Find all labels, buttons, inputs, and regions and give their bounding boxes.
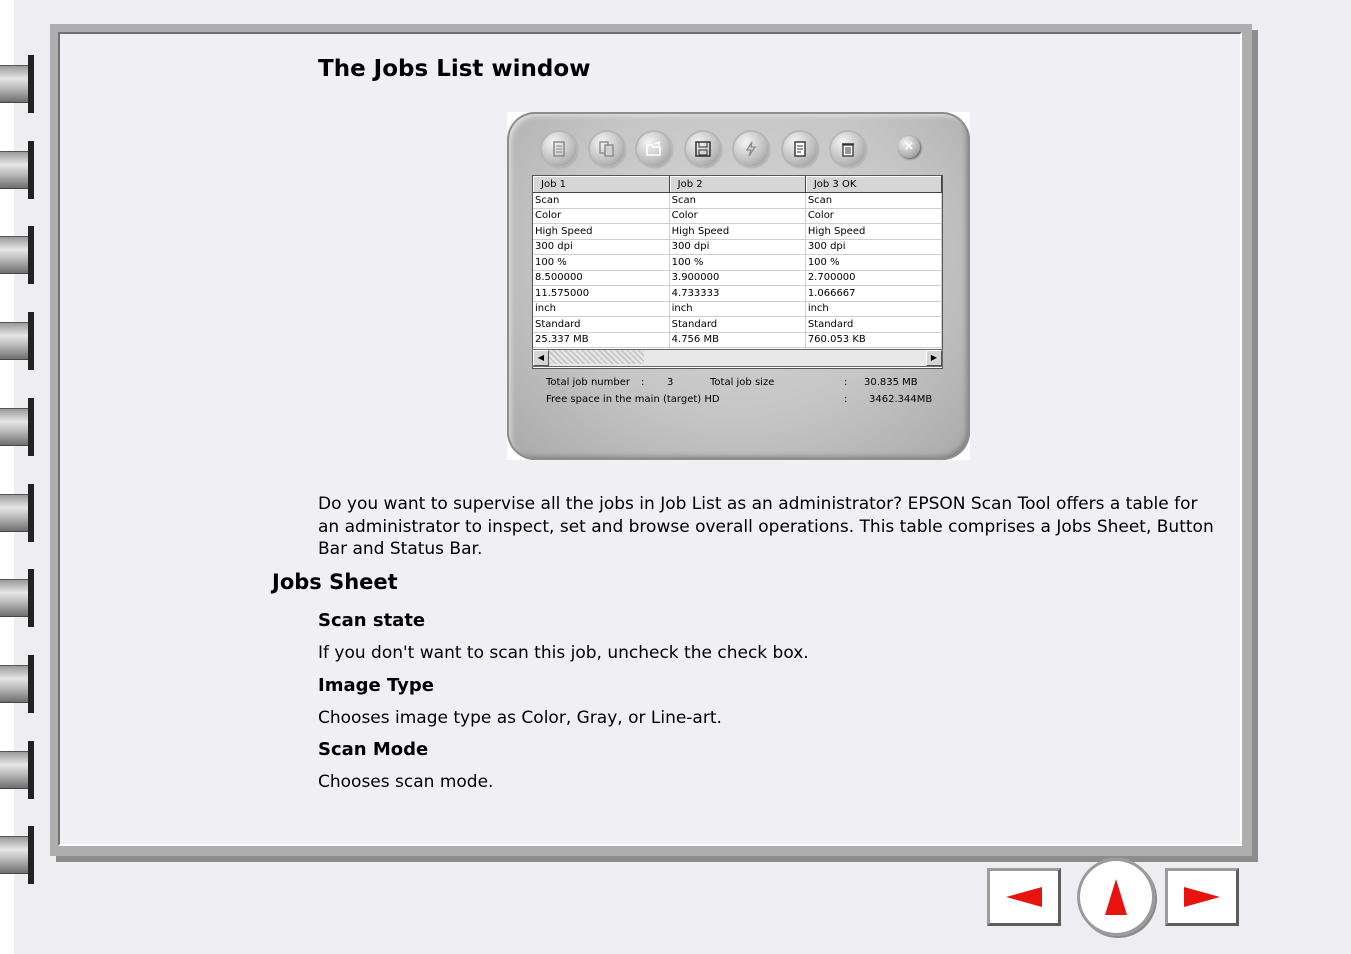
item-text: Chooses image type as Color, Gray, or Line-art. bbox=[318, 708, 722, 728]
total-job-number-value: 3 bbox=[667, 377, 674, 388]
scroll-right-icon[interactable]: ▶ bbox=[926, 350, 942, 366]
item-text: Chooses scan mode. bbox=[318, 772, 494, 792]
total-job-size-label: Total job size bbox=[710, 377, 775, 388]
binder-ring bbox=[0, 398, 34, 456]
table-cell[interactable]: High Speed bbox=[533, 224, 669, 240]
binder-rings bbox=[0, 0, 40, 954]
previous-page-button[interactable] bbox=[987, 868, 1061, 926]
save-icon[interactable] bbox=[686, 132, 720, 166]
status-separator: : bbox=[844, 377, 848, 388]
new-job-icon[interactable] bbox=[542, 132, 576, 166]
properties-icon[interactable] bbox=[783, 132, 817, 166]
table-row[interactable] bbox=[533, 239, 942, 255]
open-icon[interactable] bbox=[637, 132, 671, 166]
binder-ring bbox=[0, 741, 34, 799]
item-text: If you don't want to scan this job, uncheck the check box. bbox=[318, 643, 809, 663]
table-cell[interactable]: High Speed bbox=[805, 224, 941, 240]
intro-paragraph: Do you want to supervise all the jobs in Job List as an administrator? EPSON Scan Tool offers a table for an administrator to inspect, set and browse overall operations. This table comprises a Jobs Sheet, Button Bar and Status Bar. bbox=[318, 494, 1214, 559]
table-row[interactable] bbox=[533, 286, 942, 302]
table-cell[interactable]: 100 % bbox=[669, 255, 805, 271]
table-row[interactable] bbox=[533, 332, 942, 348]
table-cell[interactable]: 4.756 MB bbox=[669, 332, 805, 348]
free-space-label: Free space in the main (target) HD bbox=[546, 394, 720, 405]
table-cell[interactable]: inch bbox=[805, 301, 941, 317]
table-cell[interactable]: 25.337 MB bbox=[533, 332, 669, 348]
table-cell[interactable]: Color bbox=[669, 208, 805, 224]
status-separator: : bbox=[641, 377, 645, 388]
table-cell[interactable]: Scan bbox=[805, 193, 941, 209]
table-row[interactable] bbox=[533, 208, 942, 224]
table-row[interactable] bbox=[533, 317, 942, 333]
section-title: Jobs Sheet bbox=[272, 570, 398, 594]
binder-ring bbox=[0, 226, 34, 284]
page-title: The Jobs List window bbox=[318, 56, 591, 82]
table-row[interactable] bbox=[533, 224, 942, 240]
binder-ring bbox=[0, 312, 34, 370]
jobs-table bbox=[533, 176, 942, 364]
arrow-right-icon bbox=[1182, 886, 1222, 908]
table-cell[interactable]: Standard bbox=[533, 317, 669, 333]
delete-icon[interactable] bbox=[831, 132, 865, 166]
column-header[interactable]: Job 3 OK bbox=[805, 176, 941, 193]
column-header[interactable]: Job 2 bbox=[669, 176, 805, 193]
jobs-window-frame bbox=[507, 112, 970, 460]
table-cell[interactable]: 2.700000 bbox=[805, 270, 941, 286]
close-icon[interactable]: × bbox=[898, 136, 920, 158]
table-cell[interactable]: inch bbox=[669, 301, 805, 317]
table-cell[interactable]: Standard bbox=[805, 317, 941, 333]
free-space-value: 3462.344MB bbox=[869, 394, 933, 405]
table-cell[interactable]: 100 % bbox=[805, 255, 941, 271]
horizontal-scrollbar[interactable] bbox=[532, 349, 943, 367]
column-header[interactable]: Job 1 bbox=[533, 176, 669, 193]
scroll-thumb[interactable] bbox=[549, 350, 644, 364]
binder-ring bbox=[0, 484, 34, 542]
table-row[interactable] bbox=[533, 270, 942, 286]
binder-ring bbox=[0, 826, 34, 884]
table-cell[interactable]: Color bbox=[805, 208, 941, 224]
table-cell[interactable]: Color bbox=[533, 208, 669, 224]
binder-ring bbox=[0, 655, 34, 713]
arrow-left-icon bbox=[1004, 886, 1044, 908]
copy-job-icon[interactable] bbox=[590, 132, 624, 166]
binder-ring bbox=[0, 55, 34, 113]
table-row[interactable] bbox=[533, 301, 942, 317]
total-job-number-label: Total job number bbox=[546, 377, 630, 388]
binder-ring bbox=[0, 569, 34, 627]
jobs-list-window bbox=[507, 112, 970, 460]
table-cell[interactable]: 300 dpi bbox=[805, 239, 941, 255]
table-cell[interactable]: 300 dpi bbox=[533, 239, 669, 255]
item-heading: Image Type bbox=[318, 675, 434, 696]
arrow-up-icon bbox=[1103, 877, 1129, 917]
table-cell[interactable]: 8.500000 bbox=[533, 270, 669, 286]
total-job-size-value: 30.835 MB bbox=[864, 377, 918, 388]
table-cell[interactable]: inch bbox=[533, 301, 669, 317]
table-cell[interactable]: Scan bbox=[669, 193, 805, 209]
table-cell[interactable]: 3.900000 bbox=[669, 270, 805, 286]
table-cell[interactable]: 300 dpi bbox=[669, 239, 805, 255]
table-row[interactable] bbox=[533, 255, 942, 271]
item-heading: Scan Mode bbox=[318, 739, 429, 760]
table-row[interactable] bbox=[533, 193, 942, 209]
status-separator: : bbox=[844, 394, 848, 405]
next-page-button[interactable] bbox=[1165, 868, 1239, 926]
table-cell[interactable]: 100 % bbox=[533, 255, 669, 271]
table-cell[interactable]: 4.733333 bbox=[669, 286, 805, 302]
top-page-button[interactable] bbox=[1077, 858, 1155, 936]
binder-ring bbox=[0, 141, 34, 199]
execute-icon[interactable] bbox=[734, 132, 768, 166]
table-cell[interactable]: 1.066667 bbox=[805, 286, 941, 302]
item-heading: Scan state bbox=[318, 610, 426, 631]
scroll-left-icon[interactable]: ◀ bbox=[533, 350, 549, 366]
jobs-table-header bbox=[533, 176, 942, 193]
jobs-sheet[interactable] bbox=[532, 175, 943, 369]
table-cell[interactable]: 760.053 KB bbox=[805, 332, 941, 348]
table-cell[interactable]: Standard bbox=[669, 317, 805, 333]
table-cell[interactable]: 11.575000 bbox=[533, 286, 669, 302]
table-cell[interactable]: Scan bbox=[533, 193, 669, 209]
table-cell[interactable]: High Speed bbox=[669, 224, 805, 240]
